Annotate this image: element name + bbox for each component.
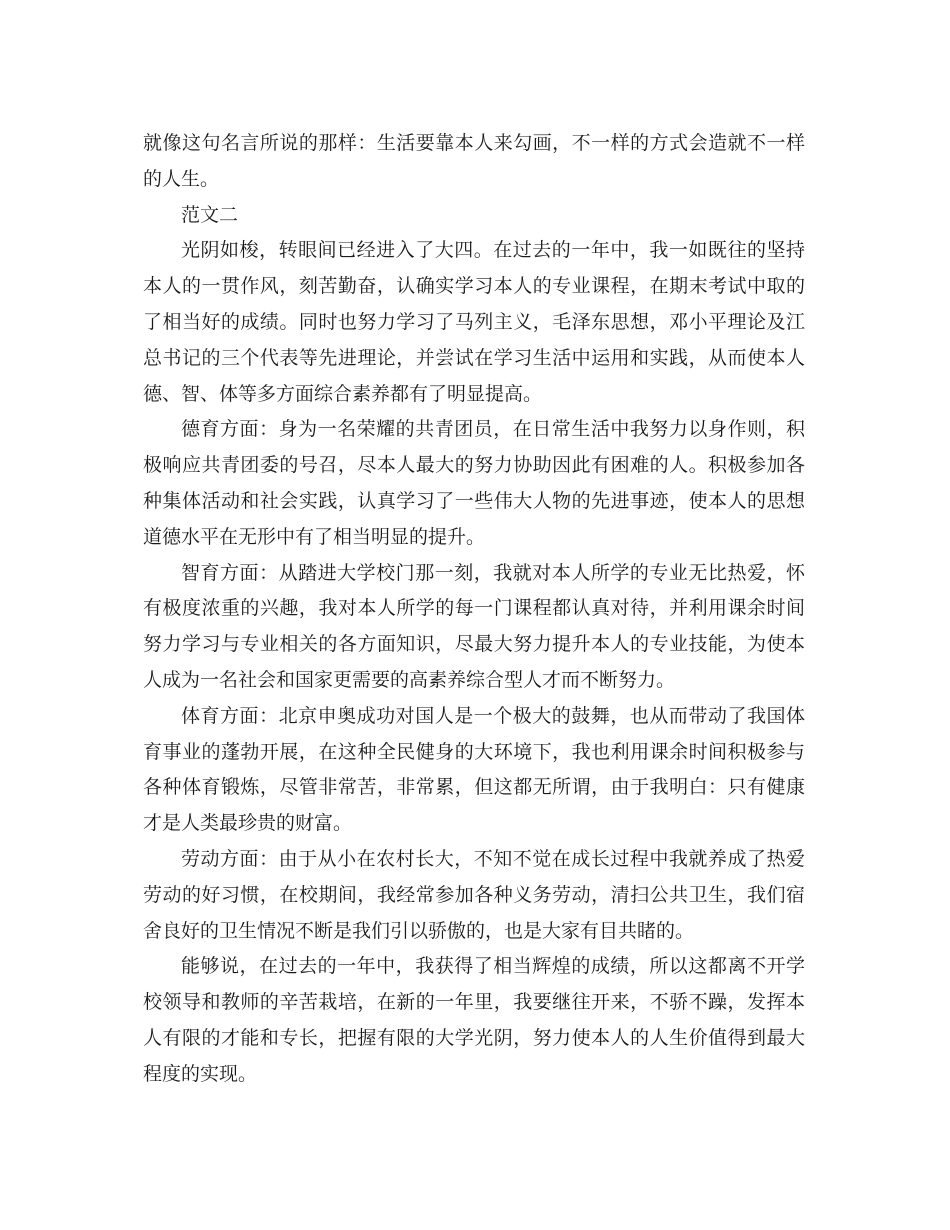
paragraph-moral-education: 德育方面：身为一名荣耀的共青团员，在日常生活中我努力以身作则，积极响应共青团委的号召，尽本人最大的努力协助因此有困难的人。积极参加各种集体活动和社会实践，认真学习了一些伟大人物的先进事迹，使本人的思想道德水平在无形中有了相当明显的提升。 bbox=[143, 418, 805, 548]
document-body bbox=[143, 126, 805, 1093]
paragraph-intellectual-education: 智育方面：从踏进大学校门那一刻，我就对本人所学的专业无比热爱，怀有极度浓重的兴趣，我对本人所学的每一门课程都认真对待，并利用课余时间努力学习与专业相关的各方面知识，尽最大努力提升本人的专业技能，为使本人成为一名社会和国家更需要的高素养综合型人才而不断努力。 bbox=[143, 561, 805, 691]
paragraph-conclusion: 能够说，在过去的一年中，我获得了相当辉煌的成绩，所以这都离不开学校领导和教师的辛苦栽培，在新的一年里，我要继往开来，不骄不躁，发挥本人有限的才能和专长，把握有限的大学光阴，努力使本人的人生价值得到最大程度的实现。 bbox=[143, 955, 805, 1085]
paragraph-intro: 光阴如梭，转眼间已经进入了大四。在过去的一年中，我一如既往的坚持本人的一贯作风，刻苦勤奋，认确实学习本人的专业课程，在期末考试中取的了相当好的成绩。同时也努力学习了马列主义，毛泽东思想，邓小平理论及江总书记的三个代表等先进理论，并尝试在学习生活中运用和实践，从而使本人德、智、体等多方面综合素养都有了明显提高。 bbox=[143, 239, 805, 405]
section-heading: 范文二 bbox=[181, 203, 239, 226]
paragraph-physical-education: 体育方面：北京申奥成功对国人是一个极大的鼓舞，也从而带动了我国体育事业的蓬勃开展，在这种全民健身的大环境下，我也利用课余时间积极参与各种体育锻炼，尽管非常苦，非常累，但这都无所谓，由于我明白：只有健康才是人类最珍贵的财富。 bbox=[143, 704, 805, 835]
paragraph-continuation: 就像这句名言所说的那样：生活要靠本人来勾画，不一样的方式会造就不一样的人生。 bbox=[143, 132, 805, 190]
paragraph-labor-education: 劳动方面：由于从小在农村长大，不知不觉在成长过程中我就养成了热爱劳动的好习惯，在校期间，我经常参加各种义务劳动，清扫公共卫生，我们宿舍良好的卫生情况不断是我们引以骄傲的，也是大家有目共睹的。 bbox=[143, 847, 805, 942]
